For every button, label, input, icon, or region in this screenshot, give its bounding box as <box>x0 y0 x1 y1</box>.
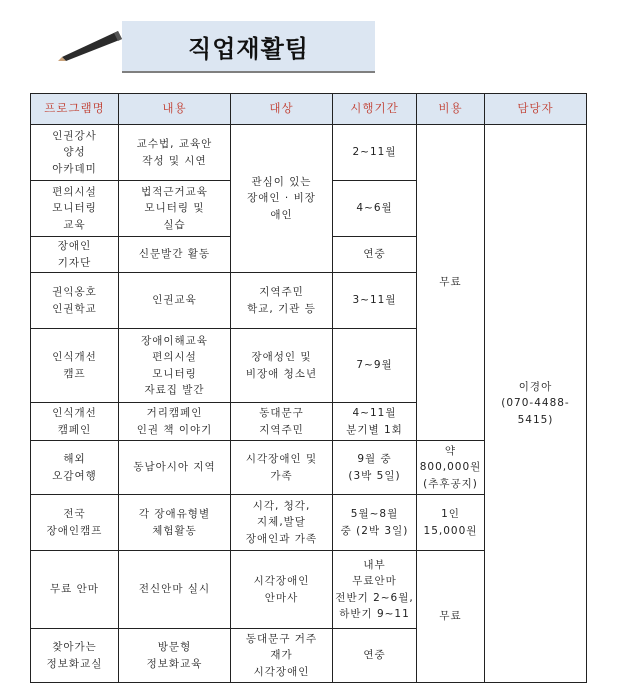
program-name-cell: 권익옹호 인권학교 <box>31 273 119 329</box>
content-cell: 교수법, 교육안 작성 및 시연 <box>119 125 231 181</box>
manager-cell: 이경아 (070-4488-5415) <box>485 125 587 683</box>
header-content: 내용 <box>119 94 231 125</box>
target-cell: 동대문구 거주 재가 시각장애인 <box>231 629 333 683</box>
program-name-cell: 인식개선 캠페인 <box>31 403 119 441</box>
period-cell: 연중 <box>333 237 417 273</box>
target-cell: 시각, 청각, 지체,발달 장애인과 가족 <box>231 495 333 551</box>
period-cell: 5월~8월 중 (2박 3일) <box>333 495 417 551</box>
table-header-row <box>31 94 587 125</box>
header-program-name: 프로그램명 <box>31 94 119 125</box>
cost-cell: 약 800,000원 (추후공지) <box>417 441 485 495</box>
period-cell: 3~11월 <box>333 273 417 329</box>
content-cell: 인권교육 <box>119 273 231 329</box>
content-cell: 동남아시아 지역 <box>119 441 231 495</box>
content-cell: 방문형 정보화교육 <box>119 629 231 683</box>
program-name-cell: 인식개선 캠프 <box>31 329 119 403</box>
program-name-cell: 찾아가는 정보화교실 <box>31 629 119 683</box>
period-cell: 내부 무료안마 전반기 2~6월, 하반기 9~11 <box>333 551 417 629</box>
period-cell: 연중 <box>333 629 417 683</box>
page-title: 직업재활팀 <box>122 21 375 73</box>
cost-cell: 1인 15,000원 <box>417 495 485 551</box>
content-cell: 전신안마 실시 <box>119 551 231 629</box>
period-cell: 4~6월 <box>333 181 417 237</box>
program-name-cell: 편의시설 모니터링 교육 <box>31 181 119 237</box>
program-table <box>30 93 587 683</box>
period-cell: 7~9월 <box>333 329 417 403</box>
program-name-cell: 무료 안마 <box>31 551 119 629</box>
period-cell: 4~11월 분기별 1회 <box>333 403 417 441</box>
content-cell: 신문발간 활동 <box>119 237 231 273</box>
content-cell: 법적근거교육 모니터링 및 실습 <box>119 181 231 237</box>
program-name-cell: 인권강사 양성 아카데미 <box>31 125 119 181</box>
cost-cell: 무료 <box>417 125 485 441</box>
cost-cell: 무료 <box>417 551 485 683</box>
content-cell: 장애이해교육 편의시설 모니터링 자료집 발간 <box>119 329 231 403</box>
program-name-cell: 장애인 기자단 <box>31 237 119 273</box>
pencil-icon <box>58 26 124 62</box>
target-cell: 지역주민 학교, 기관 등 <box>231 273 333 329</box>
target-cell: 시각장애인 안마사 <box>231 551 333 629</box>
header-cost: 비용 <box>417 94 485 125</box>
target-cell: 동대문구 지역주민 <box>231 403 333 441</box>
header-period: 시행기간 <box>333 94 417 125</box>
target-cell: 관심이 있는 장애인 · 비장 애인 <box>231 125 333 273</box>
target-cell: 장애성인 및 비장애 청소년 <box>231 329 333 403</box>
program-name-cell: 해외 오감여행 <box>31 441 119 495</box>
table-row <box>31 125 587 181</box>
period-cell: 2~11월 <box>333 125 417 181</box>
header-manager: 담당자 <box>485 94 587 125</box>
target-cell: 시각장애인 및 가족 <box>231 441 333 495</box>
header-target: 대상 <box>231 94 333 125</box>
content-cell: 거리캠페인 인권 책 이야기 <box>119 403 231 441</box>
content-cell: 각 장애유형별 체험활동 <box>119 495 231 551</box>
program-name-cell: 전국 장애인캠프 <box>31 495 119 551</box>
period-cell: 9월 중 (3박 5일) <box>333 441 417 495</box>
